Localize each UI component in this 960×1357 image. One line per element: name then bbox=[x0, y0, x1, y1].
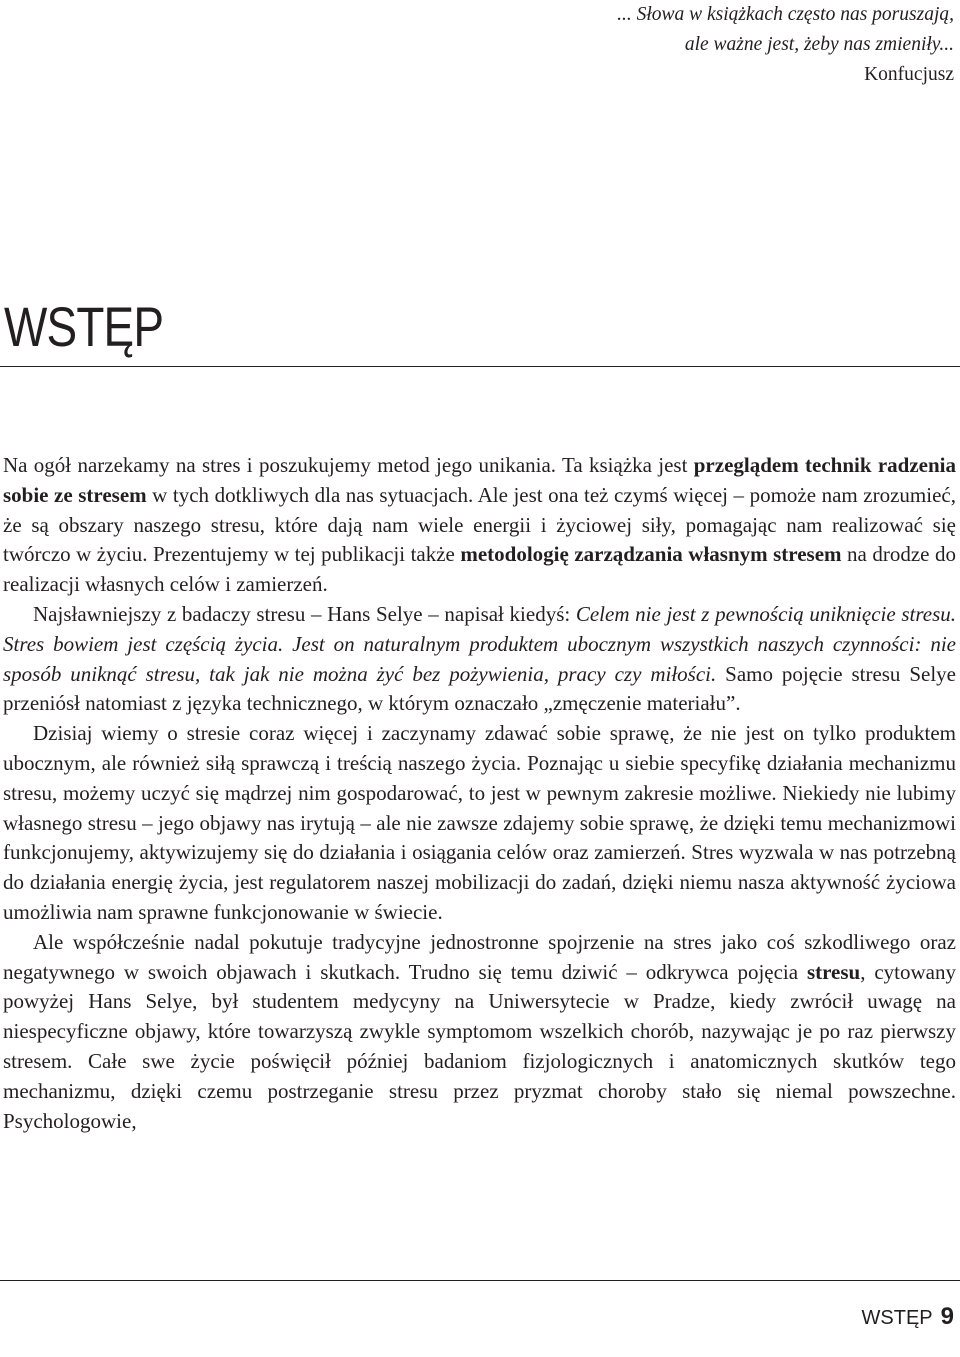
paragraph-4 bbox=[3, 928, 956, 1137]
p1-bold-1: przeglądem technik radzenia sobie ze stresem bbox=[3, 453, 957, 507]
p2-text-2: Samo pojęcie stresu Selye przeniósł natomiast z języka technicznego, w którym oznaczało „zmęczenie materiału”. bbox=[3, 661, 956, 716]
paragraph-3 bbox=[3, 719, 956, 928]
p4-text-2: , cytowany powyżej Hans Selye, był studentem medycyny na Uniwersytecie w Pradze, kiedy zwrócił uwagę na niespecyficzne objawy, które towarzyszą zwykle symptomom wszelkich chorób, nazywając je po raz pierwszy stresem. Całe swe życie poświęcił później badaniom fizjologicznych i anatomicznych skutków tego mechanizmu, dzięki czemu postrzeganie stresu przez pryzmat choroby stało się niemal powszechne. Psychologowie, bbox=[3, 959, 956, 1133]
chapter-title: WSTĘP bbox=[4, 295, 164, 358]
title-rule bbox=[0, 366, 960, 367]
footer-rule bbox=[0, 1280, 960, 1281]
p1-bold-2: metodologię zarządzania własnym stresem bbox=[460, 542, 842, 567]
p4-bold-1: stresu bbox=[806, 959, 861, 984]
page-number: 9 bbox=[940, 1303, 954, 1330]
epigraph-author: Konfucjusz bbox=[864, 64, 954, 85]
p1-text-3: na drodze do realizacji własnych celów i zamierzeń. bbox=[3, 542, 956, 597]
p4-text-1: Ale współcześnie nadal pokutuje tradycyjne jednostronne spojrzenie na stres jako coś szkodliwego oraz negatywnego w swoich objawach i skutkach. Trudno się temu dziwić – odkrywca pojęcia bbox=[3, 929, 956, 984]
epigraph-line-1: ... Słowa w książkach często nas poruszają, bbox=[617, 4, 954, 25]
p3-text-1: Dzisiaj wiemy o stresie coraz więcej i zaczynamy zdawać sobie sprawę, że nie jest on tylko produktem ubocznym, ale również siłą sprawczą i treścią naszego życia. Poznając u siebie specyfikę działania mechanizmu stresu, możemy uczyć się mądrzej nim gospodarować, to jest w pewnym zakresie możliwe. Niekiedy nie lubimy własnego stresu – jego objawy nas irytują – ale nie zawsze zdajemy sobie sprawę, że dzięki temu mechanizmowi funkcjonujemy, aktywizujemy się do działania i osiągania celów oraz zamierzeń. Stres wyzwala w nas potrzebną do działania energię życia, jest regulatorem naszej mobilizacji do zadań, dzięki niemu nasza aktywność życiowa umożliwia nam sprawne funkcjonowanie w świecie. bbox=[3, 721, 956, 924]
p1-text-1: Na ogół narzekamy na stres i poszukujemy metod jego unikania. Ta książka jest bbox=[3, 453, 694, 477]
running-head bbox=[862, 1303, 954, 1332]
paragraph-1 bbox=[3, 451, 956, 600]
epigraph-line-2: ale ważne jest, żeby nas zmieniły... bbox=[684, 34, 954, 55]
p2-quote: Celem nie jest z pewnością uniknięcie stresu. Stres bowiem jest częścią życia. Jest on naturalnym produktem ubocznym wszystkich naszych czynności: nie sposób uniknąć stresu, tak jak nie można żyć bez pożywienia, pracy czy miłości. bbox=[3, 601, 956, 686]
running-head-title: WSTĘP bbox=[861, 1307, 933, 1329]
p1-text-2: w tych dotkliwych dla nas sytuacjach. Ale jest ona też czymś więcej – pomoże nam zrozumieć, że są obszary naszego stresu, które dają nam wiele energii i życiowej siły, pomagając nam realizować się twórczo w życiu. Prezentujemy w tej publikacji także bbox=[3, 482, 956, 567]
p2-text-1: Najsławniejszy z badaczy stresu – Hans Selye – napisał kiedyś: bbox=[33, 601, 576, 626]
epigraph bbox=[354, 0, 954, 90]
paragraph-2 bbox=[3, 600, 956, 719]
body-text bbox=[3, 451, 956, 1136]
